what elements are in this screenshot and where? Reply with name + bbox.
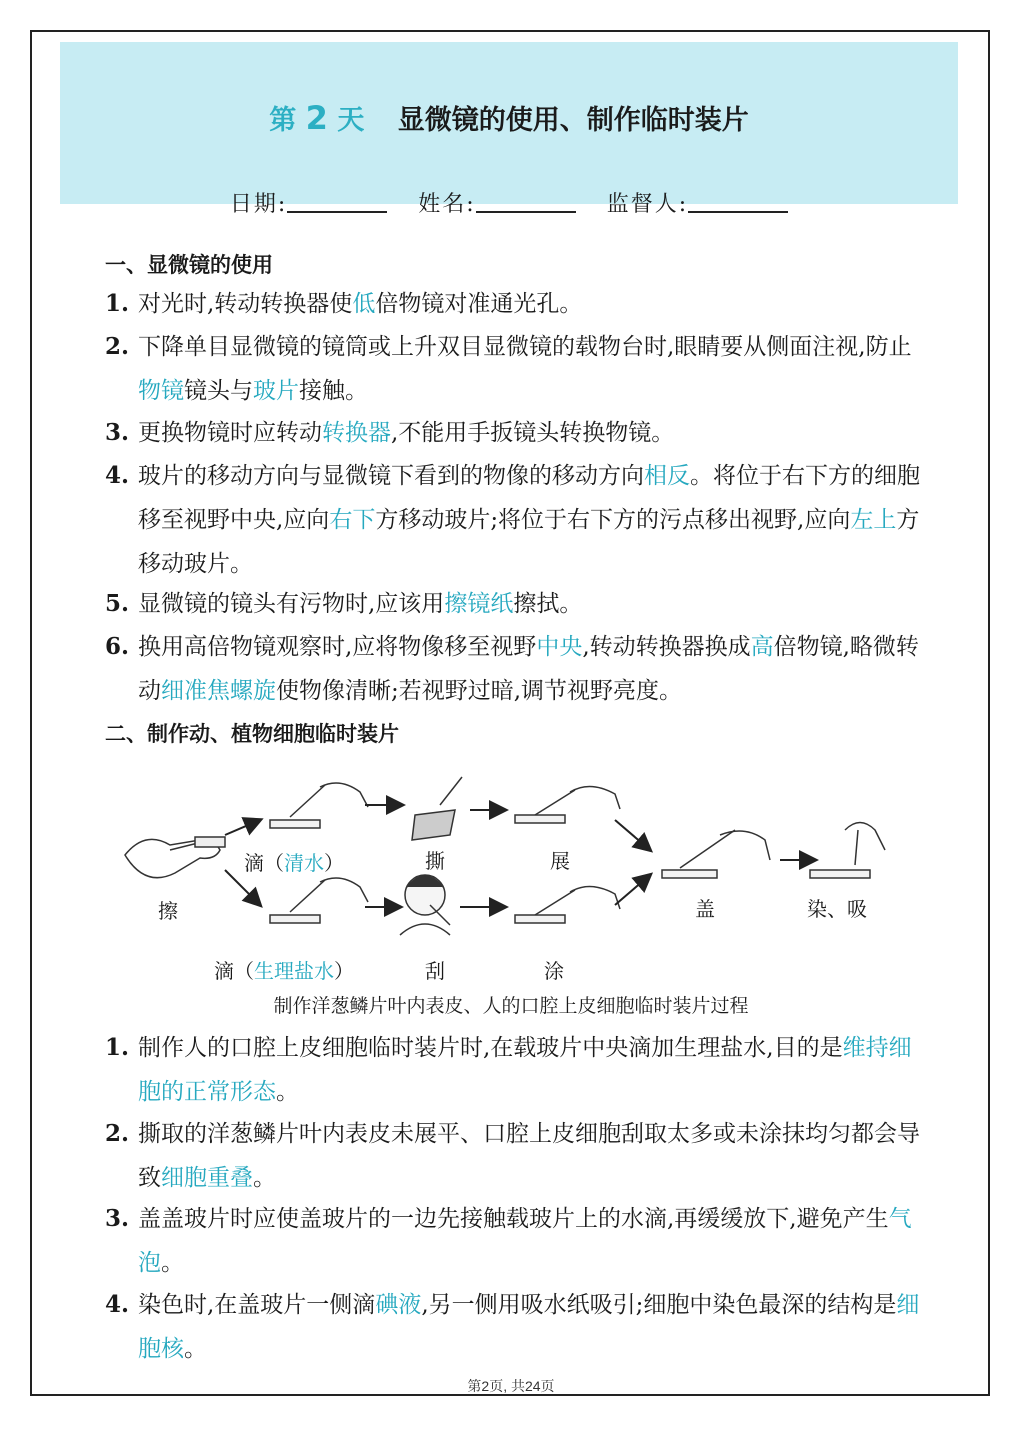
section1-item [105, 454, 927, 586]
day-prefix: 第 [269, 105, 297, 136]
lesson-title: 显微镜的使用、制作临时装片 [397, 105, 749, 136]
drop-water-illustration [270, 783, 368, 828]
day-number: 2 [305, 99, 328, 137]
item-number: 1. [105, 1034, 130, 1061]
section2-item [105, 1112, 927, 1200]
arrow-smear-to-cover [615, 875, 650, 905]
highlighted-answer: 细胞重叠 [161, 1165, 253, 1191]
section1-item [105, 625, 927, 713]
highlighted-answer: 维持细胞的正常形态 [138, 1035, 912, 1105]
section2-item [105, 1197, 927, 1285]
step-drop-water-liquid: 清水 [284, 851, 324, 875]
name-blank[interactable] [476, 191, 576, 213]
text-segment: 。 [184, 1336, 207, 1362]
supervisor-blank[interactable] [688, 191, 788, 213]
item-number: 3. [105, 1205, 130, 1232]
highlighted-answer: 玻片 [253, 378, 299, 404]
text-segment: 显微镜的镜头有污物时,应该用 [138, 591, 445, 617]
item-number: 2. [105, 333, 130, 360]
item-number: 4. [105, 1291, 130, 1318]
item-text [138, 1197, 927, 1285]
highlighted-answer: 物镜 [138, 378, 184, 404]
date-label: 日期: [229, 192, 288, 217]
arrow-wipe-to-drop-water [225, 820, 260, 835]
meta-fields [60, 187, 958, 218]
highlighted-answer: 碘液 [375, 1292, 422, 1318]
section2-item [105, 1026, 927, 1114]
highlighted-answer: 擦镜纸 [444, 591, 514, 617]
text-segment: 倍物镜对准通光孔。 [375, 291, 583, 317]
smear-illustration [515, 886, 620, 923]
text-segment: 接触。 [299, 378, 368, 404]
title-banner [60, 42, 958, 217]
page-footer: 第2页, 共24页 [467, 1378, 555, 1394]
highlighted-answer: 右下 [329, 507, 376, 533]
drop-saline-illustration [270, 878, 368, 923]
text-segment: 盖盖玻片时应使盖玻片的一边先接触载玻片上的水滴,再缓缓放下,避免产生 [138, 1206, 889, 1232]
text-segment: 。将位于右下方的细胞移至视野中央,应向 [138, 463, 920, 533]
step-drop-saline: 滴（生理盐水） [214, 959, 354, 983]
text-segment: 镜头与 [184, 378, 253, 404]
item-text [138, 625, 927, 713]
item-text [138, 454, 927, 586]
cover-slip-illustration [662, 830, 770, 878]
item-text [138, 582, 927, 626]
item-text [138, 282, 927, 326]
highlighted-answer: 相反 [644, 463, 690, 489]
item-text [138, 411, 927, 455]
item-number: 2. [105, 1120, 130, 1147]
text-segment: ,不能用手扳镜头转换物镜。 [391, 420, 675, 446]
item-number: 1. [105, 290, 130, 317]
item-text [138, 1283, 927, 1371]
highlighted-answer: 细胞核 [138, 1292, 920, 1362]
text-segment: 倍物镜,略微转动 [138, 634, 919, 704]
step-drop-saline-label: 滴 [214, 959, 234, 983]
section1-item [105, 325, 927, 413]
item-text [138, 1026, 927, 1114]
step-wipe: 擦 [158, 899, 178, 923]
section1-item [105, 582, 927, 626]
highlighted-answer: 气泡 [138, 1206, 912, 1276]
text-segment: 下降单目显微镜的镜筒或上升双目显微镜的载物台时,眼睛要从侧面注视,防止 [138, 334, 912, 360]
text-segment: 。 [276, 1079, 299, 1105]
section1-item [105, 411, 927, 455]
text-segment: ,转动转换器换成 [582, 634, 751, 660]
text-segment: 方移动玻片;将位于右下方的污点移出视野,应向 [375, 507, 851, 533]
step-smear: 涂 [544, 959, 564, 983]
step-cover: 盖 [695, 897, 715, 921]
page-title [60, 98, 958, 137]
step-drop-water: 滴（清水） [244, 851, 344, 875]
date-blank[interactable] [287, 191, 387, 213]
text-segment: 玻片的移动方向与显微镜下看到的物像的移动方向 [138, 463, 644, 489]
text-segment: 对光时,转动转换器使 [138, 291, 353, 317]
step-stain-absorb: 染、吸 [807, 897, 867, 921]
highlighted-answer: 细准焦螺旋 [161, 678, 276, 704]
procedure-illustration [110, 775, 900, 985]
diagram-caption: 制作洋葱鳞片叶内表皮、人的口腔上皮细胞临时装片过程 [273, 995, 749, 1017]
text-segment: ,另一侧用吸水纸吸引;细胞中染色最深的结构是 [421, 1292, 897, 1318]
text-segment: 撕取的洋葱鳞片叶内表皮未展平、口腔上皮细胞刮取太多或未涂抹均匀都会导致 [138, 1121, 920, 1191]
item-text [138, 1112, 927, 1200]
step-drop-water-label: 滴 [244, 851, 264, 875]
name-label: 姓名: [418, 192, 476, 217]
item-number: 4. [105, 462, 130, 489]
text-segment: 使物像清晰;若视野过暗,调节视野亮度。 [276, 678, 683, 704]
hands-wiping-illustration [125, 837, 225, 878]
highlighted-answer: 左上 [850, 507, 897, 533]
item-number: 3. [105, 419, 130, 446]
text-segment: 。 [253, 1165, 276, 1191]
text-segment: 更换物镜时应转动 [138, 420, 322, 446]
section1-item [105, 282, 927, 326]
day-suffix: 天 [337, 105, 365, 136]
text-segment: 制作人的口腔上皮细胞临时装片时,在载玻片中央滴加生理盐水,目的是 [138, 1035, 843, 1061]
procedure-diagram [110, 775, 900, 985]
step-spread: 展 [550, 849, 570, 873]
spread-illustration [515, 786, 620, 823]
highlighted-answer: 转换器 [322, 420, 391, 446]
highlighted-answer: 中央 [536, 634, 583, 660]
item-text [138, 325, 927, 413]
step-drop-saline-liquid: 生理盐水 [254, 959, 334, 983]
text-segment: 方移动玻片。 [138, 507, 920, 577]
text-segment: 。 [161, 1250, 184, 1276]
highlighted-answer: 高 [750, 634, 774, 660]
supervisor-label: 监督人: [606, 192, 689, 217]
tear-illustration [412, 777, 462, 840]
step-scrape: 刮 [425, 959, 445, 983]
section2-item [105, 1283, 927, 1371]
item-number: 6. [105, 633, 130, 660]
text-segment: 染色时,在盖玻片一侧滴 [138, 1292, 376, 1318]
step-tear: 撕 [425, 849, 445, 873]
arrow-spread-to-cover [615, 820, 650, 850]
scrape-person-illustration [400, 875, 450, 935]
text-segment: 换用高倍物镜观察时,应将物像移至视野 [138, 634, 537, 660]
highlighted-answer: 低 [352, 291, 376, 317]
text-segment: 擦拭。 [513, 591, 583, 617]
stain-absorb-illustration [810, 823, 885, 879]
item-number: 5. [105, 590, 130, 617]
section2-heading: 二、制作动、植物细胞临时装片 [105, 722, 399, 746]
section1-heading: 一、显微镜的使用 [105, 253, 273, 277]
